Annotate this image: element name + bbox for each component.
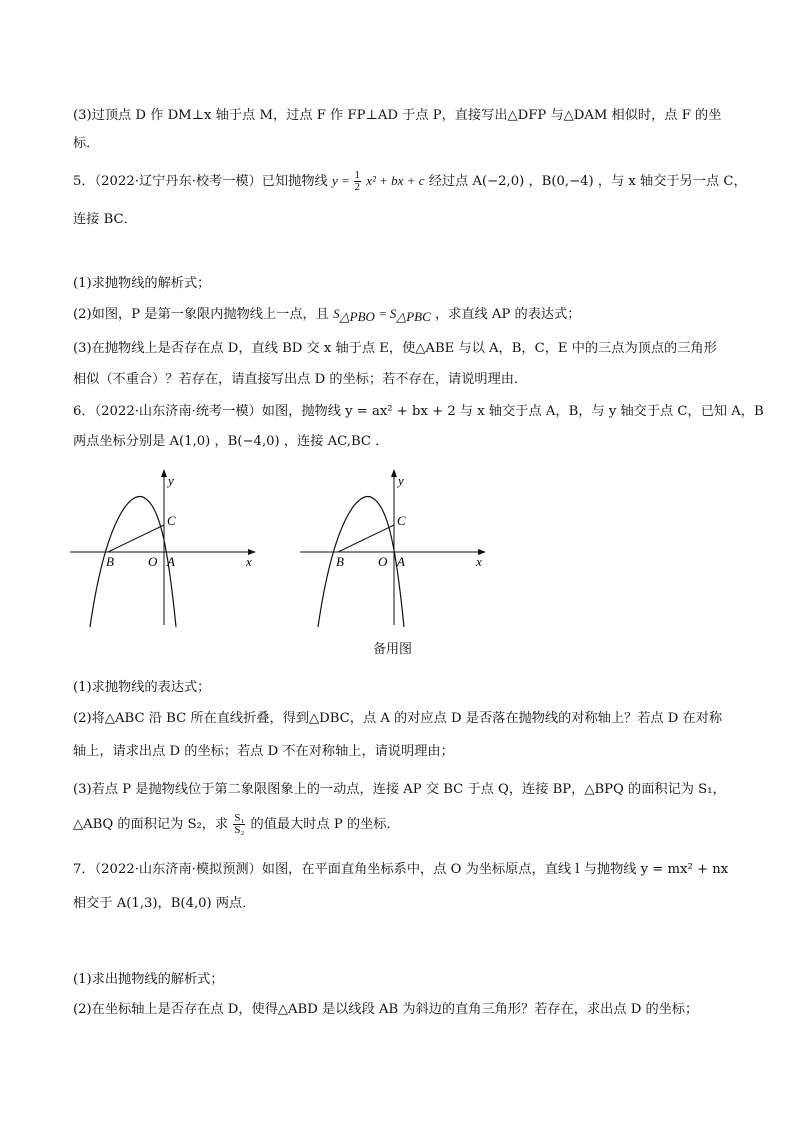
q6-part1: (1)求抛物线的表达式； [73, 680, 211, 695]
q5-stem-line2: 连接 BC． [73, 212, 137, 227]
graph2-B-label: B [336, 554, 344, 569]
q6-stem-line1: 6．（2022·山东济南·统考一模）如图，抛物线 y = ax² + bx + 2 与 x 轴交于点 A，B，与 y 轴交于点 C，已知 A，B [73, 404, 764, 419]
graph2-y-label: y [398, 473, 404, 488]
graph1-A-label: A [167, 554, 175, 569]
q5-part3-line2: 相似（不重合）？若存在，请直接写出点 D 的坐标；若不存在，请说明理由． [73, 372, 528, 387]
graph2-A-label: A [397, 554, 405, 569]
q6-part2-line2: 轴上，请求出点 D 的坐标；若点 D 不在对称轴上，请说明理由； [73, 744, 454, 759]
q5-part3-line1: (3)在抛物线上是否存在点 D，直线 BD 交 x 轴于点 E，使△ABE 与以 A，B，C，E 中的三点为顶点的三角形 [73, 341, 717, 356]
q4-part3-line2: 标． [73, 136, 100, 151]
q7-part2: (2)在坐标轴上是否存在点 D，使得△ABD 是以线段 AB 为斜边的直角三角形？若存在，求出点 D 的坐标； [73, 1002, 699, 1017]
graph1-x-label: x [246, 554, 252, 569]
parabola-graph-spare [300, 467, 490, 627]
graph1-B-label: B [106, 554, 114, 569]
q6-part3-line1: (3)若点 P 是抛物线位于第二象限图象上的一动点，连接 AP 交 BC 于点 Q，连接 BP，△BPQ 的面积记为 S₁， [73, 782, 726, 797]
q7-part1: (1)求出抛物线的解析式； [73, 972, 224, 987]
q5-frac-num: 1 [354, 169, 361, 181]
q5-stem-head: 5．（2022·辽宁丹东·校考一模）已知抛物线 [73, 174, 328, 189]
q5-stem-line1: 5．（2022·辽宁丹东·校考一模）已知抛物线 y = $\frac{1}{2}$ x² + bx + c 经过点 A(−2,0) ，B(0,−4) ，与 x 轴交于另一点 C， [73, 169, 747, 193]
q5-part2 [73, 303, 580, 325]
q6-ratio-den: S₂ [234, 824, 245, 836]
spare-figure-caption: 备用图 [373, 642, 413, 657]
q6-stem-line2: 两点坐标分别是 A(1,0) ，B(−4,0) ，连接 AC,BC ． [73, 434, 389, 449]
q5-s1: S [333, 306, 340, 321]
q4-part3-line1: (3)过顶点 D 作 DM⊥x 轴于点 M，过点 F 作 FP⊥AD 于点 P，直接写出△DFP 与△DAM 相似时，点 F 的坐 [73, 108, 722, 123]
q5-eq-y: y [331, 173, 338, 188]
graph2-O-label: O [378, 554, 388, 569]
graph1-O-label: O [148, 554, 158, 569]
q6-part3-line2 [73, 813, 400, 836]
q6-ratio-num: S₁ [234, 812, 245, 824]
graph2-C-label: C [397, 513, 406, 528]
graph1-y-label: y [168, 473, 174, 488]
graph2-x-label: x [476, 554, 482, 569]
q5-eq-rest: x² + bx + c [366, 173, 425, 188]
q5-stem-tail: 经过点 A(−2,0) ，B(0,−4) ，与 x 轴交于另一点 C， [428, 174, 747, 189]
graph1-C-label: C [167, 513, 176, 528]
q5-equals: = [379, 306, 390, 321]
q6-part2-line1: (2)将△ABC 沿 BC 所在直线折叠，得到△DBC，点 A 的对应点 D 是否落在抛物线的对称轴上？若点 D 在对称 [73, 711, 723, 726]
q7-stem-line1: 7．（2022·山东济南·模拟预测）如图，在平面直角坐标系中，点 O 为坐标原点，直线 l 与抛物线 y = mx² + nx [73, 862, 729, 877]
q6-ratio-fraction [233, 813, 245, 836]
q5-part2-tail: ，求直线 AP 的表达式； [434, 307, 581, 322]
parabola-graph-main [70, 467, 260, 627]
q7-stem-line2: 相交于 A(1,3)，B(4,0) 两点． [73, 896, 256, 911]
q5-frac-den: 2 [354, 181, 361, 193]
q5-s2: S [389, 306, 397, 321]
q5-eq-fraction [354, 170, 362, 193]
q6-part3-tail: 的值最大时点 P 的坐标． [250, 817, 400, 832]
q6-part3-head: △ABQ 的面积记为 S₂，求 [73, 817, 229, 832]
q5-s2-sub: △PBC [396, 309, 431, 324]
q5-s1-sub: △PBO [339, 309, 375, 324]
q5-part1: (1)求抛物线的解析式； [73, 276, 211, 291]
q5-part2-head: (2)如图，P 是第一象限内抛物线上一点，且 [73, 307, 329, 322]
